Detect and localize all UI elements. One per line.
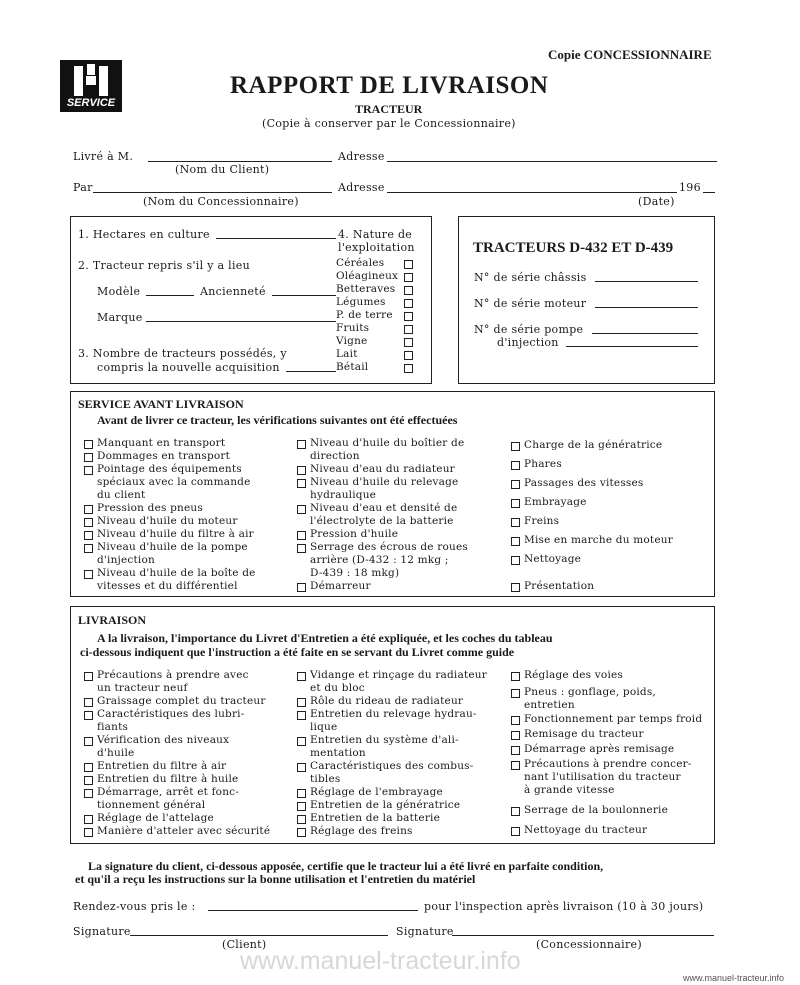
checklist-label: Mise en marche du moteur (524, 534, 673, 546)
pompe-label-a: N° de série pompe (474, 323, 584, 336)
checkbox[interactable] (297, 583, 306, 592)
checklist-item[interactable] (84, 825, 270, 838)
anciennete-label: Ancienneté (200, 285, 266, 298)
checklist-label: Niveau d'huile du filtre à air (97, 528, 254, 540)
checkbox[interactable] (404, 273, 413, 282)
checklist-item[interactable] (511, 804, 668, 817)
checklist-item[interactable] (511, 686, 656, 712)
checklist-item[interactable] (511, 553, 581, 566)
checklist-item[interactable] (511, 758, 692, 797)
checkbox[interactable] (297, 828, 306, 837)
checklist-label: Passages des vitesses (524, 477, 644, 489)
nature-label: Fruits (336, 322, 370, 334)
nature-item[interactable] (336, 270, 416, 283)
checklist-label: Présentation (524, 580, 595, 592)
checkbox[interactable] (84, 776, 93, 785)
checklist-label: Démarreur (310, 580, 371, 592)
checklist-item[interactable] (511, 713, 702, 726)
livre-label: Livré à M. (73, 150, 134, 163)
nombre-line[interactable] (286, 371, 336, 372)
checklist-label: Nettoyage (524, 553, 582, 565)
pompe-label-b: d'injection (497, 336, 559, 349)
checkbox[interactable] (84, 815, 93, 824)
checkbox[interactable] (297, 698, 306, 707)
modele-label: Modèle (97, 285, 141, 298)
nature-label: Céréales (336, 257, 385, 269)
checklist-label: Pression d'huile (310, 528, 399, 540)
adresse2-label: Adresse (338, 181, 385, 194)
checklist-item[interactable] (511, 669, 623, 682)
client-name-line[interactable] (148, 161, 332, 162)
checklist-label: Embrayage (524, 496, 587, 508)
anciennete-line[interactable] (272, 295, 336, 296)
nature-label: Lait (336, 348, 358, 360)
checklist-item[interactable] (511, 458, 562, 471)
checklist-label: Entretien de la batterie (310, 812, 441, 824)
checklist-item[interactable] (511, 515, 559, 528)
checklist-item[interactable] (84, 669, 249, 695)
checkbox[interactable] (511, 716, 520, 725)
signature-statement-a: La signature du client, ci-dessous apposée, certifie que le tracteur lui a été livré en parfaite condition, (88, 859, 604, 873)
checkbox[interactable] (84, 698, 93, 707)
nature-item[interactable] (336, 348, 416, 361)
checkbox[interactable] (84, 828, 93, 837)
chassis-label: N° de série châssis (474, 271, 587, 284)
checkbox[interactable] (84, 711, 93, 720)
checklist-label: Manière d'atteler avec sécurité (97, 825, 271, 837)
checkbox[interactable] (511, 461, 520, 470)
checkbox[interactable] (511, 537, 520, 546)
checklist-label: Réglage des voies (524, 669, 624, 681)
checkbox[interactable] (511, 480, 520, 489)
checklist-label: Rôle du rideau de radiateur (310, 695, 464, 707)
checkbox[interactable] (297, 763, 306, 772)
checkbox[interactable] (297, 737, 306, 746)
checklist-label: Remisage du tracteur (524, 728, 644, 740)
checklist-item[interactable] (297, 528, 398, 541)
checkbox[interactable] (297, 440, 306, 449)
checkbox[interactable] (511, 827, 520, 836)
checklist-item[interactable] (84, 541, 248, 567)
livraison-intro-a: A la livraison, l'importance du Livret d'Entretien a été expliquée, et les coches du tableau (97, 631, 553, 645)
checkbox[interactable] (511, 556, 520, 565)
checkbox[interactable] (84, 440, 93, 449)
year-label: 196 (679, 181, 701, 194)
livraison-title: LIVRAISON (78, 613, 147, 627)
checklist-item[interactable] (84, 463, 251, 502)
checkbox[interactable] (404, 312, 413, 321)
livraison-intro-b: ci-dessous indiquent que l'instruction a été faite en se servant du Livret comme guide (80, 645, 515, 659)
checklist-item[interactable] (297, 476, 458, 502)
checkbox[interactable] (297, 505, 306, 514)
checklist-item[interactable] (84, 773, 238, 786)
page-title: RAPPORT DE LIVRAISON (230, 72, 549, 99)
checkbox[interactable] (297, 479, 306, 488)
conc-caption: (Concessionnaire) (536, 938, 642, 951)
service-title: SERVICE AVANT LIVRAISON (78, 397, 244, 411)
checkbox[interactable] (404, 286, 413, 295)
page-subtitle: TRACTEUR (355, 102, 423, 116)
nature-item[interactable] (336, 309, 416, 322)
checkbox[interactable] (511, 518, 520, 527)
checkbox[interactable] (511, 731, 520, 740)
checklist-item[interactable] (511, 728, 644, 741)
checklist-item[interactable] (84, 695, 266, 708)
nature-label: Bétail (336, 361, 369, 373)
rdv-after: pour l'inspection après livraison (10 à 30 jours) (424, 900, 704, 913)
nature-item[interactable] (336, 322, 416, 335)
rdv-line[interactable] (208, 910, 418, 911)
q4a-label: 4. Nature de (338, 228, 413, 241)
checkbox[interactable] (404, 364, 413, 373)
checklist-label: Nettoyage du tracteur (524, 824, 648, 836)
checklist-label: Démarrage après remisage (524, 743, 675, 755)
marque-label: Marque (97, 311, 143, 324)
checklist-label: Freins (524, 515, 560, 527)
checklist-item[interactable] (511, 477, 644, 490)
checklist-label: Réglage de l'attelage (97, 812, 214, 824)
checklist-item[interactable] (84, 528, 254, 541)
modele-line[interactable] (146, 295, 194, 296)
checkbox[interactable] (404, 260, 413, 269)
signature-client-label: Signature (73, 925, 131, 938)
par-label: Par (73, 181, 93, 194)
signature-conc-line[interactable] (452, 935, 714, 936)
q1-label: 1. Hectares en culture (78, 228, 210, 241)
checklist-label: Précautions à prendre avec un tracteur neuf (97, 669, 249, 694)
hectares-line[interactable] (216, 238, 336, 239)
dealer-name-line[interactable] (93, 192, 332, 193)
checklist-item[interactable] (84, 812, 214, 825)
checklist-label: Niveau d'eau et densité de l'électrolyte de la batterie (310, 502, 458, 527)
checkbox[interactable] (404, 351, 413, 360)
checklist-item[interactable] (297, 669, 487, 695)
checklist-label: Précautions à prendre concer- nant l'utilisation du tracteur à grande vitesse (524, 758, 692, 796)
watermark-small: www.manuel-tracteur.info (683, 973, 785, 983)
checkbox[interactable] (84, 570, 93, 579)
checkbox[interactable] (84, 518, 93, 527)
checklist-item[interactable] (297, 825, 413, 838)
checkbox[interactable] (511, 807, 520, 816)
checklist-item[interactable] (297, 734, 459, 760)
checklist-label: Entretien du système d'ali- mentation (310, 734, 459, 759)
checklist-item[interactable] (297, 541, 468, 580)
checklist-label: Niveau d'huile du boîtier de direction (310, 437, 465, 462)
checklist-item[interactable] (84, 450, 230, 463)
checklist-label: Vérification des niveaux d'huile (97, 734, 230, 759)
nature-label: Légumes (336, 296, 386, 308)
checkbox[interactable] (404, 338, 413, 347)
checklist-item[interactable] (84, 502, 203, 515)
checklist-label: Fonctionnement par temps froid (524, 713, 703, 725)
dealer-address-line[interactable] (387, 192, 677, 193)
checkbox[interactable] (404, 299, 413, 308)
watermark-large: www.manuel-tracteur.info (240, 947, 521, 975)
checklist-label: Réglage de l'embrayage (310, 786, 443, 798)
q4b-label: l'exploitation (338, 241, 415, 254)
nature-label: P. de terre (336, 309, 393, 321)
checkbox[interactable] (297, 531, 306, 540)
client-address-line[interactable] (387, 161, 717, 162)
checklist-item[interactable] (297, 799, 460, 812)
checklist-label: Niveau d'huile de la boîte de vitesses et du différentiel (97, 567, 256, 592)
checkbox[interactable] (84, 789, 93, 798)
signature-statement-b: et qu'il a reçu les instructions sur la bonne utilisation et l'entretien du matériel (75, 872, 476, 886)
chassis-line[interactable] (595, 281, 698, 282)
checklist-item[interactable] (84, 437, 225, 450)
checklist-item[interactable] (511, 580, 594, 593)
page-note: (Copie à conserver par le Concessionnaire) (262, 117, 516, 130)
checkbox[interactable] (511, 746, 520, 755)
checklist-item[interactable] (297, 786, 443, 799)
checklist-item[interactable] (511, 496, 587, 509)
checklist-label: Serrage des écrous de roues arrière (D-432 : 12 mkg ; D-439 : 18 mkg) (310, 541, 468, 579)
signature-conc-label: Signature (396, 925, 454, 938)
checklist-item[interactable] (511, 439, 662, 452)
checklist-item[interactable] (84, 567, 256, 593)
checklist-label: Démarrage, arrêt et fonc- tionnement général (97, 786, 239, 811)
nature-item[interactable] (336, 296, 416, 309)
checklist-item[interactable] (297, 502, 457, 528)
checkbox[interactable] (297, 802, 306, 811)
checkbox[interactable] (297, 815, 306, 824)
checkbox[interactable] (297, 466, 306, 475)
nom-client-caption: (Nom du Client) (175, 163, 270, 176)
nature-item[interactable] (336, 361, 416, 374)
checklist-item[interactable] (511, 534, 673, 547)
checklist-label: Niveau d'huile de la pompe d'injection (97, 541, 248, 566)
checkbox[interactable] (84, 544, 93, 553)
nature-item[interactable] (336, 283, 416, 296)
checklist-item[interactable] (297, 760, 474, 786)
moteur-line[interactable] (595, 307, 698, 308)
checkbox[interactable] (84, 466, 93, 475)
checklist-label: Pointage des équipements spéciaux avec la commande du client (97, 463, 251, 501)
checkbox[interactable] (511, 689, 520, 698)
checklist-item[interactable] (84, 708, 244, 734)
checkbox[interactable] (84, 505, 93, 514)
checklist-label: Réglage des freins (310, 825, 413, 837)
checklist-label: Manquant en transport (97, 437, 226, 449)
logo-text: SERVICE (66, 97, 116, 109)
nature-label: Vigne (336, 335, 368, 347)
marque-line[interactable] (146, 321, 336, 322)
checkbox[interactable] (297, 711, 306, 720)
checklist-label: Caractéristiques des combus- tibles (310, 760, 474, 785)
checkbox[interactable] (511, 442, 520, 451)
checklist-label: Pression des pneus (97, 502, 203, 514)
checklist-item[interactable] (84, 515, 238, 528)
checkbox[interactable] (404, 325, 413, 334)
checkbox[interactable] (511, 672, 520, 681)
copy-label: Copie CONCESSIONNAIRE (548, 47, 712, 62)
date-caption: (Date) (638, 195, 675, 208)
checkbox[interactable] (84, 737, 93, 746)
checklist-item[interactable] (511, 743, 674, 756)
checklist-item[interactable] (84, 760, 226, 773)
checklist-label: Niveau d'huile du relevage hydraulique (310, 476, 459, 501)
checkbox[interactable] (511, 583, 520, 592)
q2-label: 2. Tracteur repris s'il y a lieu (78, 259, 250, 272)
nom-conc-caption: (Nom du Concessionnaire) (143, 195, 299, 208)
q3a-label: 3. Nombre de tracteurs possédés, y (78, 347, 287, 360)
pompe-line-b[interactable] (566, 346, 698, 347)
checklist-label: Dommages en transport (97, 450, 231, 462)
nature-item[interactable] (336, 257, 416, 270)
checklist-item[interactable] (297, 812, 440, 825)
pompe-line-a[interactable] (592, 333, 698, 334)
checklist-label: Entretien du filtre à huile (97, 773, 239, 785)
checkbox[interactable] (297, 544, 306, 553)
checkbox[interactable] (511, 761, 520, 770)
moteur-label: N° de série moteur (474, 297, 587, 310)
year-line[interactable] (703, 192, 715, 193)
checkbox[interactable] (297, 789, 306, 798)
nature-item[interactable] (336, 335, 416, 348)
checklist-label: Caractéristiques des lubri- fiants (97, 708, 245, 733)
adresse-label: Adresse (338, 150, 385, 163)
checkbox[interactable] (84, 453, 93, 462)
checkbox[interactable] (84, 531, 93, 540)
nature-label: Oléagineux (336, 270, 399, 282)
checklist-item[interactable] (297, 463, 455, 476)
rdv-label: Rendez-vous pris le : (73, 900, 196, 913)
checklist-label: Vidange et rinçage du radiateur et du bloc (310, 669, 487, 694)
checkbox[interactable] (84, 672, 93, 681)
q3b-label: compris la nouvelle acquisition (97, 361, 280, 374)
checklist-label: Niveau d'eau du radiateur (310, 463, 455, 475)
nature-label: Betteraves (336, 283, 396, 295)
checklist-item[interactable] (297, 580, 371, 593)
checklist-label: Niveau d'huile du moteur (97, 515, 238, 527)
client-caption: (Client) (222, 938, 267, 951)
checklist-label: Entretien du filtre à air (97, 760, 227, 772)
signature-client-line[interactable] (130, 935, 388, 936)
tracteurs-title: TRACTEURS D-432 ET D-439 (473, 240, 674, 256)
checkbox[interactable] (297, 672, 306, 681)
checklist-label: Serrage de la boulonnerie (524, 804, 669, 816)
checklist-item[interactable] (511, 824, 647, 837)
checklist-label: Graissage complet du tracteur (97, 695, 266, 707)
checkbox[interactable] (511, 499, 520, 508)
checklist-item[interactable] (84, 786, 239, 812)
ih-service-logo (60, 60, 122, 112)
checklist-label: Entretien du relevage hydrau- lique (310, 708, 477, 733)
checklist-item[interactable] (297, 437, 464, 463)
checkbox[interactable] (84, 763, 93, 772)
checklist-label: Phares (524, 458, 562, 470)
checklist-label: Charge de la génératrice (524, 439, 663, 451)
checklist-item[interactable] (297, 708, 477, 734)
checklist-item[interactable] (297, 695, 463, 708)
checklist-item[interactable] (84, 734, 229, 760)
service-intro: Avant de livrer ce tracteur, les vérifications suivantes ont été effectuées (97, 413, 458, 427)
checklist-label: Entretien de la génératrice (310, 799, 461, 811)
checklist-label: Pneus : gonflage, poids, entretien (524, 686, 656, 711)
